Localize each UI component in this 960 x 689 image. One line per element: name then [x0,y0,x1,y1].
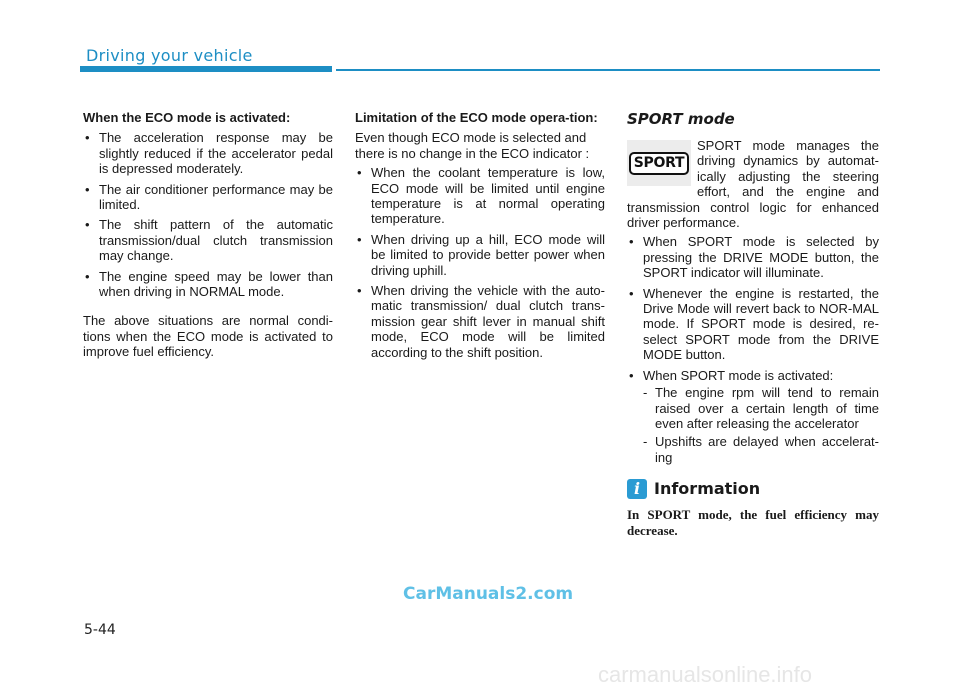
info-icon: i [627,479,647,499]
eco-normal-paragraph: The above situations are normal condi-tions when the ECO mode is activated to improve fuel efficiency. [83,313,333,360]
footer-watermark: carmanualsonline.info [598,662,813,687]
header-rule-thin [336,69,880,71]
sport-activated-sublist [643,385,879,465]
sport-mode-title: SPORT mode [627,110,735,128]
list-item: • The shift pattern of the automatic transmission/dual clutch transmission may change. [83,217,333,263]
sport-mode-description: SPORT mode manages the driving dynamics by automat-ically adjusting the steering effort, and the engine and transmission control logic for enhanced driver performance. [627,138,879,231]
sport-mode-list [627,234,879,465]
header-rule-thick [80,66,332,72]
eco-activated-heading: When the ECO mode is activated: [83,110,291,125]
column-eco-limitation [355,110,605,365]
sport-mode-intro [627,138,879,230]
information-title: Information [654,479,761,499]
section-title: Driving your vehicle [86,46,253,65]
list-item: • The engine speed may be lower than when driving in NORMAL mode. [83,269,333,300]
page-number: 5-44 [84,622,116,638]
sport-badge-label: SPORT [629,152,689,175]
column-eco-activated [83,110,333,360]
eco-activated-list [83,130,333,299]
list-item [627,368,879,465]
list-item: • When SPORT mode is selected by pressing the DRIVE MODE button, the SPORT indicator will illuminate. [627,234,879,280]
list-item: • The acceleration response may be slightly reduced if the accelerator pedal is depressed moderately. [83,130,333,176]
list-item: • Whenever the engine is restarted, the Drive Mode will revert back to NOR-MAL mode. If SPORT mode is desired, re-select SPORT mode from the DRIVE MODE button. [627,286,879,363]
eco-limitation-heading: Limitation of the ECO mode opera-tion: [355,110,598,125]
eco-limitation-list [355,165,605,360]
eco-limitation-paragraph: Even though ECO mode is selected and there is no change in the ECO indicator : [355,130,590,161]
list-item: • The air conditioner performance may be limited. [83,182,333,213]
sport-indicator-icon [627,140,691,186]
sub-list-item: - Upshifts are delayed when accelerat-ing [643,434,879,465]
list-item: • When the coolant temperature is low, ECO mode will be limited until engine temperature is at normal operating temperature. [355,165,605,227]
information-text: In SPORT mode, the fuel efficiency may decrease. [627,507,879,538]
site-watermark: CarManuals2.com [403,584,574,604]
column-sport-mode [627,110,879,538]
sub-list-item: - The engine rpm will tend to remain raised over a certain length of time even after releasing the accelerator [643,385,879,431]
list-item-text: When SPORT mode is activated: [643,367,834,383]
information-header [627,479,879,499]
list-item: • When driving up a hill, ECO mode will be limited to provide better power when driving uphill. [355,232,605,278]
list-item: • When driving the vehicle with the auto-matic transmission/ dual clutch trans-mission gear shift lever in manual shift mode, ECO mode will be limited according to the shift position. [355,283,605,360]
